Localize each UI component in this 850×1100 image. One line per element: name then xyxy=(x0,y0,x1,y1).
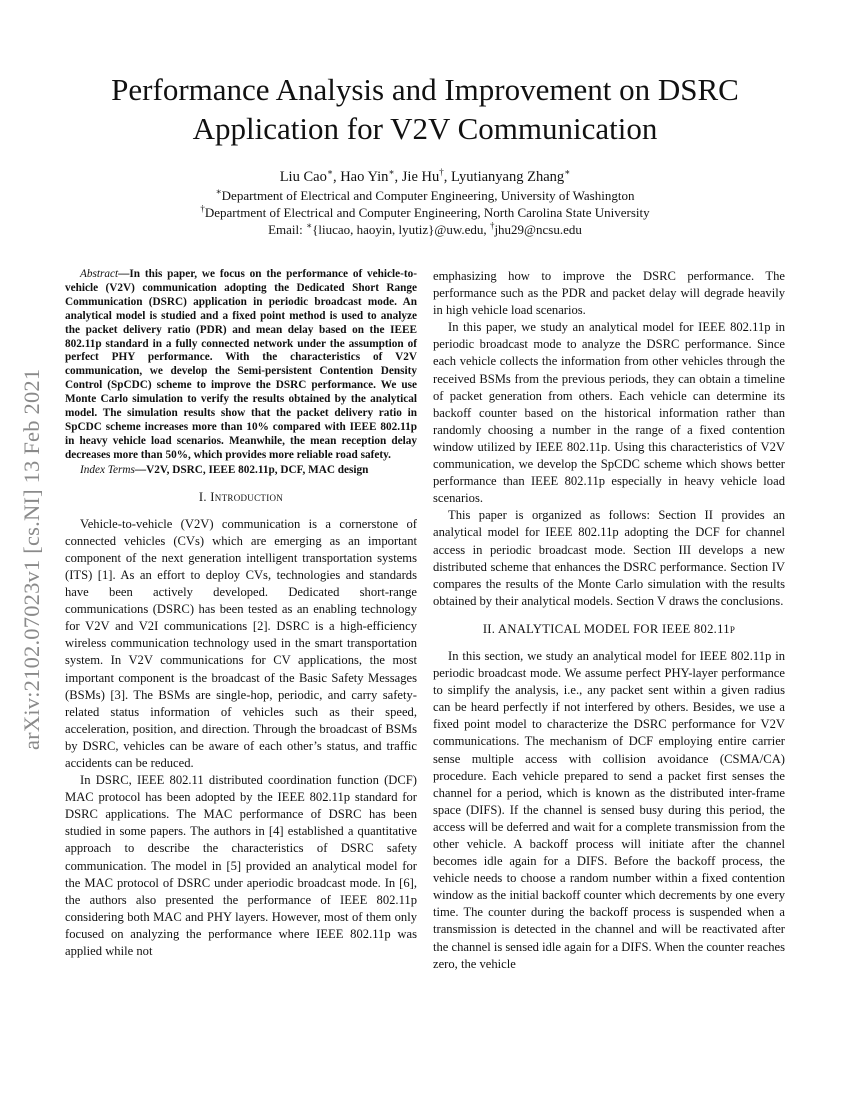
paragraph: In DSRC, IEEE 802.11 distributed coordination function (DCF) MAC protocol has been adopted by the IEEE 802.11p standard for DSRC applications. The MAC performance of DSRC has been studied in some papers. The authors in [4] established a quantitative approach to describe the characteristics of DSRC safety communication. The model in [5] provided an analytical model for the MAC protocol of DSRC under aperiodic broadcast mode. In [6], the authors also presented the performance of IEEE 802.11p considering both MAC and PHY layers. However, most of them only focused on analyzing the performance where IEEE 802.11p was applied while not xyxy=(65,773,417,959)
author-list xyxy=(0,168,850,187)
paragraph-continued: emphasizing how to improve the DSRC performance. The performance such as the PDR and packet delay will degrade heavily in high vehicle load scenarios. xyxy=(433,269,785,318)
abstract-label: Abstract xyxy=(80,268,119,280)
affiliation-mark: ∗ xyxy=(388,167,395,178)
arxiv-identifier-stamp: arXiv:2102.07023v1 [cs.NI] 13 Feb 2021 xyxy=(19,368,44,750)
author-name: Lyutianyang Zhang xyxy=(451,169,565,185)
author-emails: Email: ∗{liucao, haoyin, lyutiz}@uw.edu, †jhu29@ncsu.edu xyxy=(268,220,582,237)
affiliation-mark: ∗ xyxy=(306,220,313,231)
affiliation-mark: ∗ xyxy=(564,167,571,178)
index-terms xyxy=(65,464,417,478)
right-column xyxy=(433,268,785,973)
affiliation-mark: † xyxy=(489,220,495,231)
email-ncsu: jhu29@ncsu.edu xyxy=(494,222,582,237)
paragraph: This paper is organized as follows: Section II provides an analytical model for IEEE 802.11p adopting the DCF for channel access in periodic broadcast mode. Section III develops a new distributed scheme that enhances the DSRC performance. Section IV compares the results of the Monte Carlo simulation with the results obtained by their analytical models. Section V draws the conclusions. xyxy=(433,508,785,608)
index-terms-text: —V2V, DSRC, IEEE 802.11p, DCF, MAC design xyxy=(134,463,369,476)
affiliation-mark: † xyxy=(200,203,205,214)
affiliation-mark: † xyxy=(439,167,444,178)
author-name: Jie Hu xyxy=(401,169,440,185)
affiliation-mark: ∗ xyxy=(215,186,222,197)
author-separator: , xyxy=(443,169,451,185)
left-column xyxy=(65,268,417,960)
abstract-text: —In this paper, we focus on the performance of vehicle-to-vehicle (V2V) communication adopting the Dedicated Short Range Communication (DSRC) application in periodic broadcast mode. An analytical model is studied and a fixed point method is used to analyze the packet delivery ratio (PDR) and mean delay based on the IEEE 802.11p standard in a fully connected network under the assumption of perfect PHY performance. With the characteristics of V2V communication, we develop the Semi-persistent Contention Density Control (SpCDC) scheme to improve the DSRC performance. We use Monte Carlo simulation to verify the results obtained by the analytical model. The simulation results show that the packet delivery ratio in SpCDC scheme increases more than 10% compared with IEEE 802.11p in heavy vehicle load scenarios. Meanwhile, the mean reception delay decreases more than 50%, which provides more reliable road safety. xyxy=(65,268,417,461)
title-line-2: Application for V2V Communication xyxy=(192,111,658,146)
paragraph: Vehicle-to-vehicle (V2V) communication is a cornerstone of connected vehicles (CVs) which are emerging as an important component of the next generation intelligent transportation systems (ITS) [1]. As an effort to deploy CVs, technologies and standards have been actively developed. Dedicated short-range communications (DSRC) has been tested as an enabling technology for V2V and V2I communications [2]. DSRC is a high-efficiency wireless communication technology used in the smart transportation system. In V2V communications for CV applications, the most important component is the broadcast of the Basic Safety Messages (BSMs) [3]. The BSMs are single-hop, periodic, and carry safety-related status information of vehicles such as their speed, acceleration, position, and direction. Through the broadcast of BSMs by DSRC, vehicles can be aware of each other’s status, and traffic accidents can be reduced. xyxy=(65,516,417,770)
affiliation-ncsu: †Department of Electrical and Computer Engineering, North Carolina State University xyxy=(200,203,650,220)
affiliation-mark: ∗ xyxy=(326,167,333,178)
abstract xyxy=(65,268,417,463)
paragraph: In this paper, we study an analytical model for IEEE 802.11p in periodic broadcast mode to analyze the DSRC performance. Since each vehicle collects the information from other vehicles through the received BSMs from the previous periods, they can obtain a timeline of packet generation from others. Each vehicle can determine its backoff counter based on the historical information rather than randomly choosing a number in the range of a fixed contention window utilized by IEEE 802.11p. Using this characteristics of V2V communication, we develop the SpCDC scheme which shows better performance than IEEE 802.11p especially in heavy vehicle load scenarios. xyxy=(433,320,785,506)
email-uw: {liucao, haoyin, lyutiz}@uw.edu, xyxy=(312,222,490,237)
author-name: Hao Yin xyxy=(340,169,389,185)
title-line-1: Performance Analysis and Improvement on DSRC xyxy=(111,72,739,107)
author-name: Liu Cao xyxy=(279,169,327,185)
paper-title xyxy=(0,70,850,148)
affiliation-uw: ∗Department of Electrical and Computer Engineering, University of Washington xyxy=(215,186,635,203)
index-terms-label: Index Terms xyxy=(80,463,135,476)
section-heading-analytical-model: II. ANALYTICAL MODEL FOR IEEE 802.11p xyxy=(482,621,736,636)
author-separator: , xyxy=(332,169,341,185)
author-separator: , xyxy=(394,169,402,185)
section-heading-introduction: I. Introduction xyxy=(198,489,284,504)
paragraph: In this section, we study an analytical model for IEEE 802.11p in periodic broadcast mode. We assume perfect PHY-layer performance to simplify the analysis, i.e., any packet sent within a given radius can be heard perfectly if not interfered by others. Besides, we use a fixed point model to characterize the DSRC performance for V2V communications. The mechanism of DCF employing entire carrier sense multiple access with collision avoidance (CSMA/CA) procedure. Each vehicle prepared to send a packet first senses the channel for a period, which is known as the distributed inter-frame space (DIFS). If the channel is sensed busy during this period, the access will be deferred and wait for a complete transmission from the other vehicle. A backoff process will initiate after the channel becomes idle again for a DIFS. Before the backoff process, the vehicle needs to choose a random number within a fixed contention window as the initial backoff counter which decrements by one every time. The counter during the backoff process is suspended when a transmission is detected in the channel and will be reactivated after the channel is sensed idle again for a DIFS. When the counter reaches zero, the vehicle xyxy=(433,648,785,971)
